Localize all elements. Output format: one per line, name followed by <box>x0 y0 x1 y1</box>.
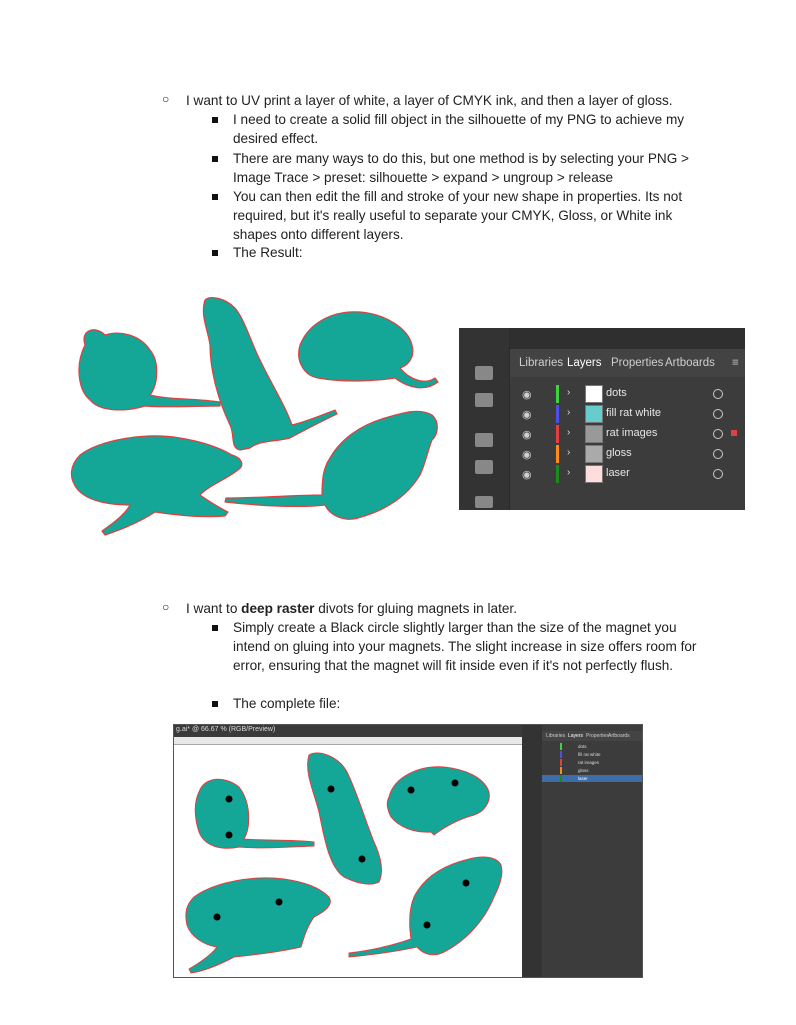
section2-bullet-1: Simply create a Black circle slightly larger than the size of the magnet you intend on gluing into your magnets. The slight increase in size offers room for error, ensuring that the magnet will fit inside even if it's not perfectly flush. <box>233 620 697 673</box>
puppet-icon[interactable] <box>475 460 493 474</box>
mini-layer-name[interactable]: laser <box>578 776 588 781</box>
section2-intro: I want to deep raster divots for gluing magnets in later. <box>186 601 517 616</box>
tab-artboards[interactable]: Artboards <box>665 357 715 369</box>
circle-bullet-icon: ○ <box>162 92 170 106</box>
section1-intro: I want to UV print a layer of white, a layer of CMYK ink, and then a layer of gloss. <box>186 93 673 108</box>
square-bullet-icon <box>212 701 218 707</box>
mini-layer-name[interactable]: gloss <box>578 768 589 773</box>
mini-tab-artboards[interactable]: Artboards <box>608 733 630 739</box>
chevron-right-icon[interactable]: › <box>567 427 571 438</box>
rats-with-dots-image <box>179 747 519 975</box>
square-bullet-icon <box>212 117 218 123</box>
chevron-right-icon[interactable]: › <box>567 407 571 418</box>
menu-icon[interactable]: ≡ <box>732 357 739 369</box>
mini-layer-name[interactable]: rat images <box>578 760 600 765</box>
layer-row[interactable] <box>510 424 745 444</box>
target-circle-icon[interactable] <box>713 389 723 399</box>
layer-name[interactable]: laser <box>606 467 630 479</box>
gradient-icon[interactable] <box>475 496 493 508</box>
document-tab[interactable]: g.ai* @ 66.67 % (RGB/Preview) <box>176 726 276 733</box>
rat-shape <box>71 436 241 535</box>
document-tab-bar <box>174 725 522 737</box>
layer-thumbnail <box>585 385 603 403</box>
target-circle-icon[interactable] <box>713 469 723 479</box>
target-circle-icon[interactable] <box>713 429 723 439</box>
mini-layer-row[interactable] <box>542 775 642 782</box>
mini-layer-name[interactable]: dots <box>578 744 587 749</box>
layers-panel <box>459 328 745 510</box>
mini-tool-strip <box>522 725 542 977</box>
rat-shape <box>299 312 438 388</box>
layer-name[interactable]: rat images <box>606 427 658 439</box>
grid-icon[interactable] <box>475 433 493 447</box>
eye-icon[interactable]: ◉ <box>522 409 532 421</box>
mini-layer-row[interactable] <box>542 751 642 758</box>
ruler <box>174 737 522 745</box>
palette-icon[interactable] <box>475 366 493 380</box>
mini-tab-libraries[interactable]: Libraries <box>546 733 566 739</box>
tab-libraries[interactable]: Libraries <box>519 357 564 369</box>
layer-name[interactable]: fill rat white <box>606 407 662 419</box>
target-circle-icon[interactable] <box>713 449 723 459</box>
chevron-right-icon[interactable]: › <box>567 447 571 458</box>
tab-properties[interactable]: Properties <box>611 357 664 369</box>
rat-shape <box>195 779 314 848</box>
circle-bullet-icon: ○ <box>162 600 170 614</box>
eye-icon[interactable]: ◉ <box>522 429 532 441</box>
layer-thumbnail <box>585 425 603 443</box>
mini-tab-layers[interactable]: Layers <box>568 733 584 739</box>
eye-icon[interactable]: ◉ <box>522 469 532 481</box>
rat-silhouettes-image <box>60 290 455 550</box>
rat-shape <box>79 330 220 410</box>
section1-bullet-4: The Result: <box>233 245 303 260</box>
layer-row[interactable] <box>510 384 745 404</box>
eye-icon[interactable]: ◉ <box>522 449 532 461</box>
mini-layer-row[interactable] <box>542 767 642 774</box>
chevron-right-icon[interactable]: › <box>567 387 571 398</box>
square-bullet-icon <box>212 194 218 200</box>
mini-layer-row[interactable] <box>542 743 642 750</box>
square-bullet-icon <box>212 156 218 162</box>
square-bullet-icon <box>212 250 218 256</box>
eye-icon[interactable]: ◉ <box>522 389 532 401</box>
section1-bullet-1: I need to create a solid fill object in the silhouette of my PNG to achieve my desired effect. <box>233 112 685 146</box>
panel-tabs <box>510 349 745 377</box>
selection-square-icon[interactable] <box>731 430 737 436</box>
square-bullet-icon <box>212 625 218 631</box>
complete-file-screenshot <box>173 724 643 978</box>
layer-thumbnail <box>585 405 603 423</box>
section1-bullet-3: You can then edit the fill and stroke of your new shape in properties. Its not required, but it's really useful to separate your CMYK, Gloss, or White ink shapes onto different layers. <box>233 189 683 242</box>
section1-bullet-2: There are many ways to do this, but one method is by selecting your PNG > Image Trace > preset: silhouette > expand > ungroup > release <box>233 151 689 185</box>
rat-shape <box>308 753 382 884</box>
section2-bullet-2: The complete file: <box>233 696 341 711</box>
layer-thumbnail <box>585 465 603 483</box>
rat-shape <box>387 767 489 835</box>
layer-name[interactable]: dots <box>606 387 627 399</box>
chevron-right-icon[interactable]: › <box>567 467 571 478</box>
layer-row[interactable] <box>510 464 745 484</box>
layer-thumbnail <box>585 445 603 463</box>
target-circle-icon[interactable] <box>713 409 723 419</box>
layer-name[interactable]: gloss <box>606 447 632 459</box>
mini-layers-panel <box>542 725 642 977</box>
tab-layers[interactable]: Layers <box>567 357 602 369</box>
mini-layer-name[interactable]: fill rat white <box>578 752 601 757</box>
layer-row[interactable] <box>510 404 745 424</box>
layer-row[interactable] <box>510 444 745 464</box>
mini-layer-row[interactable] <box>542 759 642 766</box>
tool-strip <box>459 328 510 510</box>
mini-tab-properties[interactable]: Properties <box>586 733 609 739</box>
rat-shape <box>186 878 330 973</box>
shape-icon[interactable] <box>475 393 493 407</box>
